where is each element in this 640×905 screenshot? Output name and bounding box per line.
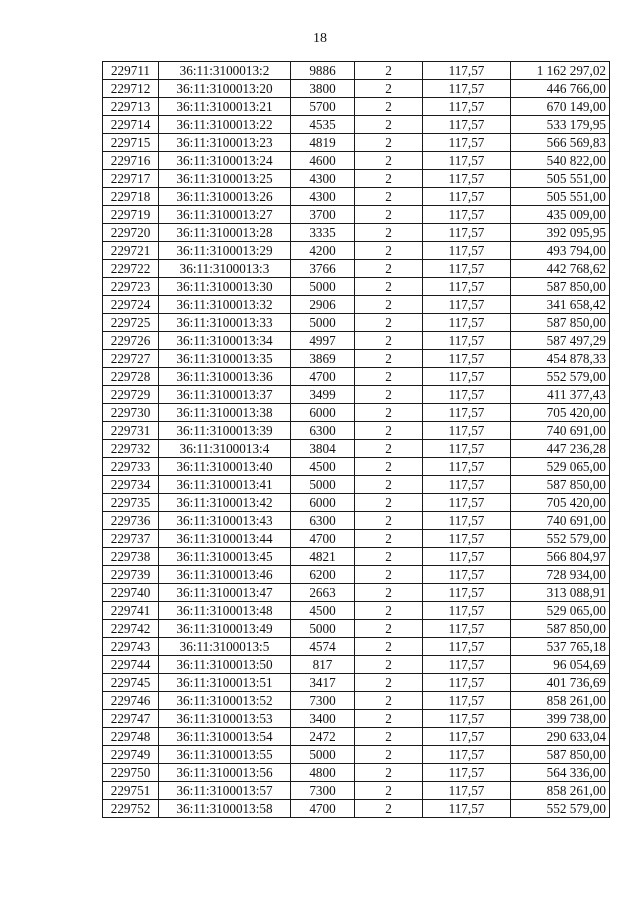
rate-cell: 117,57: [423, 746, 511, 764]
rate-cell: 117,57: [423, 80, 511, 98]
table-row: [103, 98, 610, 116]
area-cell: 6300: [291, 422, 355, 440]
code-cell: 2: [355, 800, 423, 818]
row-number-cell: 229711: [103, 62, 159, 80]
row-number-cell: 229719: [103, 206, 159, 224]
area-cell: 3766: [291, 260, 355, 278]
rate-cell: 117,57: [423, 404, 511, 422]
cadastral-number-cell: 36:11:3100013:43: [159, 512, 291, 530]
code-cell: 2: [355, 188, 423, 206]
row-number-cell: 229730: [103, 404, 159, 422]
row-number-cell: 229722: [103, 260, 159, 278]
table-row: [103, 782, 610, 800]
rate-cell: 117,57: [423, 476, 511, 494]
cadastral-number-cell: 36:11:3100013:45: [159, 548, 291, 566]
row-number-cell: 229717: [103, 170, 159, 188]
code-cell: 2: [355, 548, 423, 566]
table-row: [103, 602, 610, 620]
table-row: [103, 170, 610, 188]
area-cell: 4600: [291, 152, 355, 170]
cadastral-number-cell: 36:11:3100013:39: [159, 422, 291, 440]
row-number-cell: 229724: [103, 296, 159, 314]
table-row: [103, 800, 610, 818]
cadastral-number-cell: 36:11:3100013:27: [159, 206, 291, 224]
area-cell: 2663: [291, 584, 355, 602]
row-number-cell: 229742: [103, 620, 159, 638]
table-row: [103, 368, 610, 386]
cadastral-number-cell: 36:11:3100013:57: [159, 782, 291, 800]
table-row: [103, 674, 610, 692]
amount-cell: 447 236,28: [511, 440, 610, 458]
rate-cell: 117,57: [423, 584, 511, 602]
area-cell: 4819: [291, 134, 355, 152]
amount-cell: 505 551,00: [511, 170, 610, 188]
amount-cell: 540 822,00: [511, 152, 610, 170]
code-cell: 2: [355, 458, 423, 476]
table-row: [103, 278, 610, 296]
amount-cell: 705 420,00: [511, 494, 610, 512]
code-cell: 2: [355, 404, 423, 422]
row-number-cell: 229716: [103, 152, 159, 170]
rate-cell: 117,57: [423, 98, 511, 116]
code-cell: 2: [355, 710, 423, 728]
table-row: [103, 332, 610, 350]
table-row: [103, 746, 610, 764]
area-cell: 4821: [291, 548, 355, 566]
row-number-cell: 229727: [103, 350, 159, 368]
rate-cell: 117,57: [423, 674, 511, 692]
table-row: [103, 116, 610, 134]
code-cell: 2: [355, 422, 423, 440]
cadastral-number-cell: 36:11:3100013:56: [159, 764, 291, 782]
amount-cell: 537 765,18: [511, 638, 610, 656]
code-cell: 2: [355, 530, 423, 548]
rate-cell: 117,57: [423, 422, 511, 440]
code-cell: 2: [355, 116, 423, 134]
code-cell: 2: [355, 278, 423, 296]
row-number-cell: 229728: [103, 368, 159, 386]
rate-cell: 117,57: [423, 458, 511, 476]
amount-cell: 290 633,04: [511, 728, 610, 746]
code-cell: 2: [355, 368, 423, 386]
rate-cell: 117,57: [423, 710, 511, 728]
area-cell: 6000: [291, 494, 355, 512]
code-cell: 2: [355, 746, 423, 764]
rate-cell: 117,57: [423, 440, 511, 458]
row-number-cell: 229712: [103, 80, 159, 98]
table-row: [103, 440, 610, 458]
amount-cell: 858 261,00: [511, 782, 610, 800]
cadastral-number-cell: 36:11:3100013:50: [159, 656, 291, 674]
amount-cell: 533 179,95: [511, 116, 610, 134]
cadastral-number-cell: 36:11:3100013:55: [159, 746, 291, 764]
row-number-cell: 229740: [103, 584, 159, 602]
row-number-cell: 229715: [103, 134, 159, 152]
row-number-cell: 229726: [103, 332, 159, 350]
code-cell: 2: [355, 638, 423, 656]
cadastral-number-cell: 36:11:3100013:26: [159, 188, 291, 206]
cadastral-number-cell: 36:11:3100013:28: [159, 224, 291, 242]
code-cell: 2: [355, 440, 423, 458]
area-cell: 3869: [291, 350, 355, 368]
amount-cell: 587 497,29: [511, 332, 610, 350]
area-cell: 3700: [291, 206, 355, 224]
cadastral-number-cell: 36:11:3100013:30: [159, 278, 291, 296]
rate-cell: 117,57: [423, 602, 511, 620]
code-cell: 2: [355, 98, 423, 116]
cadastral-number-cell: 36:11:3100013:41: [159, 476, 291, 494]
amount-cell: 705 420,00: [511, 404, 610, 422]
rate-cell: 117,57: [423, 206, 511, 224]
table-row: [103, 386, 610, 404]
cadastral-number-cell: 36:11:3100013:58: [159, 800, 291, 818]
cadastral-number-cell: 36:11:3100013:22: [159, 116, 291, 134]
amount-cell: 552 579,00: [511, 530, 610, 548]
area-cell: 4500: [291, 458, 355, 476]
table-row: [103, 764, 610, 782]
area-cell: 4300: [291, 170, 355, 188]
row-number-cell: 229747: [103, 710, 159, 728]
code-cell: 2: [355, 206, 423, 224]
cadastral-number-cell: 36:11:3100013:21: [159, 98, 291, 116]
row-number-cell: 229736: [103, 512, 159, 530]
area-cell: 5000: [291, 746, 355, 764]
code-cell: 2: [355, 584, 423, 602]
area-cell: 4535: [291, 116, 355, 134]
table-row: [103, 476, 610, 494]
amount-cell: 858 261,00: [511, 692, 610, 710]
cadastral-number-cell: 36:11:3100013:25: [159, 170, 291, 188]
code-cell: 2: [355, 170, 423, 188]
table-row: [103, 422, 610, 440]
table-row: [103, 566, 610, 584]
row-number-cell: 229725: [103, 314, 159, 332]
code-cell: 2: [355, 512, 423, 530]
code-cell: 2: [355, 656, 423, 674]
code-cell: 2: [355, 62, 423, 80]
row-number-cell: 229751: [103, 782, 159, 800]
code-cell: 2: [355, 296, 423, 314]
area-cell: 3335: [291, 224, 355, 242]
table-body: [103, 62, 610, 818]
row-number-cell: 229750: [103, 764, 159, 782]
row-number-cell: 229713: [103, 98, 159, 116]
area-cell: 2906: [291, 296, 355, 314]
amount-cell: 587 850,00: [511, 620, 610, 638]
area-cell: 4997: [291, 332, 355, 350]
rate-cell: 117,57: [423, 638, 511, 656]
row-number-cell: 229729: [103, 386, 159, 404]
code-cell: 2: [355, 476, 423, 494]
cadastral-number-cell: 36:11:3100013:29: [159, 242, 291, 260]
row-number-cell: 229748: [103, 728, 159, 746]
amount-cell: 740 691,00: [511, 422, 610, 440]
rate-cell: 117,57: [423, 224, 511, 242]
area-cell: 3417: [291, 674, 355, 692]
rate-cell: 117,57: [423, 152, 511, 170]
rate-cell: 117,57: [423, 386, 511, 404]
code-cell: 2: [355, 314, 423, 332]
cadastral-number-cell: 36:11:3100013:42: [159, 494, 291, 512]
amount-cell: 313 088,91: [511, 584, 610, 602]
row-number-cell: 229741: [103, 602, 159, 620]
amount-cell: 587 850,00: [511, 278, 610, 296]
table-row: [103, 224, 610, 242]
amount-cell: 411 377,43: [511, 386, 610, 404]
rate-cell: 117,57: [423, 188, 511, 206]
rate-cell: 117,57: [423, 296, 511, 314]
amount-cell: 564 336,00: [511, 764, 610, 782]
cadastral-number-cell: 36:11:3100013:36: [159, 368, 291, 386]
cadastral-number-cell: 36:11:3100013:4: [159, 440, 291, 458]
table-row: [103, 728, 610, 746]
table-row: [103, 206, 610, 224]
area-cell: 4200: [291, 242, 355, 260]
rate-cell: 117,57: [423, 260, 511, 278]
area-cell: 6300: [291, 512, 355, 530]
cadastral-number-cell: 36:11:3100013:49: [159, 620, 291, 638]
rate-cell: 117,57: [423, 530, 511, 548]
area-cell: 5000: [291, 314, 355, 332]
row-number-cell: 229731: [103, 422, 159, 440]
amount-cell: 566 804,97: [511, 548, 610, 566]
amount-cell: 1 162 297,02: [511, 62, 610, 80]
area-cell: 4700: [291, 368, 355, 386]
amount-cell: 529 065,00: [511, 602, 610, 620]
code-cell: 2: [355, 80, 423, 98]
cadastral-number-cell: 36:11:3100013:33: [159, 314, 291, 332]
amount-cell: 435 009,00: [511, 206, 610, 224]
cadastral-number-cell: 36:11:3100013:51: [159, 674, 291, 692]
code-cell: 2: [355, 224, 423, 242]
row-number-cell: 229720: [103, 224, 159, 242]
amount-cell: 529 065,00: [511, 458, 610, 476]
row-number-cell: 229752: [103, 800, 159, 818]
rate-cell: 117,57: [423, 800, 511, 818]
row-number-cell: 229723: [103, 278, 159, 296]
land-plots-table: [102, 61, 610, 818]
amount-cell: 728 934,00: [511, 566, 610, 584]
cadastral-number-cell: 36:11:3100013:48: [159, 602, 291, 620]
area-cell: 7300: [291, 692, 355, 710]
area-cell: 4300: [291, 188, 355, 206]
row-number-cell: 229749: [103, 746, 159, 764]
area-cell: 4700: [291, 800, 355, 818]
table-row: [103, 656, 610, 674]
table-row: [103, 494, 610, 512]
code-cell: 2: [355, 332, 423, 350]
rate-cell: 117,57: [423, 692, 511, 710]
amount-cell: 552 579,00: [511, 368, 610, 386]
area-cell: 2472: [291, 728, 355, 746]
row-number-cell: 229734: [103, 476, 159, 494]
cadastral-number-cell: 36:11:3100013:52: [159, 692, 291, 710]
cadastral-number-cell: 36:11:3100013:44: [159, 530, 291, 548]
table-row: [103, 638, 610, 656]
table-row: [103, 710, 610, 728]
amount-cell: 587 850,00: [511, 746, 610, 764]
cadastral-number-cell: 36:11:3100013:2: [159, 62, 291, 80]
rate-cell: 117,57: [423, 368, 511, 386]
rate-cell: 117,57: [423, 782, 511, 800]
rate-cell: 117,57: [423, 728, 511, 746]
cadastral-number-cell: 36:11:3100013:54: [159, 728, 291, 746]
cadastral-number-cell: 36:11:3100013:5: [159, 638, 291, 656]
rate-cell: 117,57: [423, 314, 511, 332]
row-number-cell: 229743: [103, 638, 159, 656]
code-cell: 2: [355, 386, 423, 404]
row-number-cell: 229732: [103, 440, 159, 458]
page-number: 18: [313, 31, 327, 46]
rate-cell: 117,57: [423, 116, 511, 134]
code-cell: 2: [355, 494, 423, 512]
table-row: [103, 458, 610, 476]
row-number-cell: 229739: [103, 566, 159, 584]
code-cell: 2: [355, 764, 423, 782]
table-row: [103, 512, 610, 530]
cadastral-number-cell: 36:11:3100013:40: [159, 458, 291, 476]
code-cell: 2: [355, 350, 423, 368]
rate-cell: 117,57: [423, 170, 511, 188]
rate-cell: 117,57: [423, 620, 511, 638]
row-number-cell: 229714: [103, 116, 159, 134]
table-row: [103, 548, 610, 566]
row-number-cell: 229738: [103, 548, 159, 566]
cadastral-number-cell: 36:11:3100013:38: [159, 404, 291, 422]
rate-cell: 117,57: [423, 566, 511, 584]
table-row: [103, 404, 610, 422]
row-number-cell: 229745: [103, 674, 159, 692]
amount-cell: 493 794,00: [511, 242, 610, 260]
area-cell: 4574: [291, 638, 355, 656]
rate-cell: 117,57: [423, 656, 511, 674]
rate-cell: 117,57: [423, 242, 511, 260]
cadastral-number-cell: 36:11:3100013:47: [159, 584, 291, 602]
area-cell: 4500: [291, 602, 355, 620]
table-row: [103, 296, 610, 314]
cadastral-number-cell: 36:11:3100013:35: [159, 350, 291, 368]
table-row: [103, 242, 610, 260]
rate-cell: 117,57: [423, 764, 511, 782]
table-row: [103, 350, 610, 368]
amount-cell: 505 551,00: [511, 188, 610, 206]
row-number-cell: 229733: [103, 458, 159, 476]
table-row: [103, 314, 610, 332]
table-row: [103, 188, 610, 206]
row-number-cell: 229744: [103, 656, 159, 674]
rate-cell: 117,57: [423, 278, 511, 296]
code-cell: 2: [355, 692, 423, 710]
table-row: [103, 62, 610, 80]
rate-cell: 117,57: [423, 350, 511, 368]
code-cell: 2: [355, 566, 423, 584]
code-cell: 2: [355, 728, 423, 746]
area-cell: 7300: [291, 782, 355, 800]
cadastral-number-cell: 36:11:3100013:37: [159, 386, 291, 404]
amount-cell: 392 095,95: [511, 224, 610, 242]
row-number-cell: 229721: [103, 242, 159, 260]
row-number-cell: 229737: [103, 530, 159, 548]
table-row: [103, 692, 610, 710]
rate-cell: 117,57: [423, 512, 511, 530]
amount-cell: 566 569,83: [511, 134, 610, 152]
area-cell: 4700: [291, 530, 355, 548]
code-cell: 2: [355, 674, 423, 692]
code-cell: 2: [355, 242, 423, 260]
amount-cell: 670 149,00: [511, 98, 610, 116]
code-cell: 2: [355, 602, 423, 620]
area-cell: 3804: [291, 440, 355, 458]
rate-cell: 117,57: [423, 62, 511, 80]
cadastral-number-cell: 36:11:3100013:24: [159, 152, 291, 170]
area-cell: 3400: [291, 710, 355, 728]
table-row: [103, 152, 610, 170]
area-cell: 5700: [291, 98, 355, 116]
table-row: [103, 134, 610, 152]
rate-cell: 117,57: [423, 494, 511, 512]
code-cell: 2: [355, 620, 423, 638]
amount-cell: 401 736,69: [511, 674, 610, 692]
row-number-cell: 229735: [103, 494, 159, 512]
amount-cell: 399 738,00: [511, 710, 610, 728]
area-cell: 5000: [291, 476, 355, 494]
row-number-cell: 229718: [103, 188, 159, 206]
cadastral-number-cell: 36:11:3100013:3: [159, 260, 291, 278]
table-row: [103, 260, 610, 278]
area-cell: 5000: [291, 620, 355, 638]
code-cell: 2: [355, 152, 423, 170]
cadastral-number-cell: 36:11:3100013:46: [159, 566, 291, 584]
area-cell: 9886: [291, 62, 355, 80]
amount-cell: 740 691,00: [511, 512, 610, 530]
cadastral-number-cell: 36:11:3100013:53: [159, 710, 291, 728]
row-number-cell: 229746: [103, 692, 159, 710]
area-cell: 3800: [291, 80, 355, 98]
cadastral-number-cell: 36:11:3100013:23: [159, 134, 291, 152]
rate-cell: 117,57: [423, 134, 511, 152]
amount-cell: 587 850,00: [511, 476, 610, 494]
amount-cell: 587 850,00: [511, 314, 610, 332]
cadastral-number-cell: 36:11:3100013:34: [159, 332, 291, 350]
code-cell: 2: [355, 134, 423, 152]
cadastral-number-cell: 36:11:3100013:20: [159, 80, 291, 98]
area-cell: 817: [291, 656, 355, 674]
cadastral-number-cell: 36:11:3100013:32: [159, 296, 291, 314]
amount-cell: 341 658,42: [511, 296, 610, 314]
table-row: [103, 80, 610, 98]
table-row: [103, 530, 610, 548]
area-cell: 5000: [291, 278, 355, 296]
amount-cell: 446 766,00: [511, 80, 610, 98]
area-cell: 3499: [291, 386, 355, 404]
amount-cell: 454 878,33: [511, 350, 610, 368]
table-row: [103, 620, 610, 638]
amount-cell: 442 768,62: [511, 260, 610, 278]
code-cell: 2: [355, 782, 423, 800]
rate-cell: 117,57: [423, 332, 511, 350]
table-row: [103, 584, 610, 602]
code-cell: 2: [355, 260, 423, 278]
amount-cell: 96 054,69: [511, 656, 610, 674]
rate-cell: 117,57: [423, 548, 511, 566]
amount-cell: 552 579,00: [511, 800, 610, 818]
area-cell: 4800: [291, 764, 355, 782]
area-cell: 6200: [291, 566, 355, 584]
area-cell: 6000: [291, 404, 355, 422]
